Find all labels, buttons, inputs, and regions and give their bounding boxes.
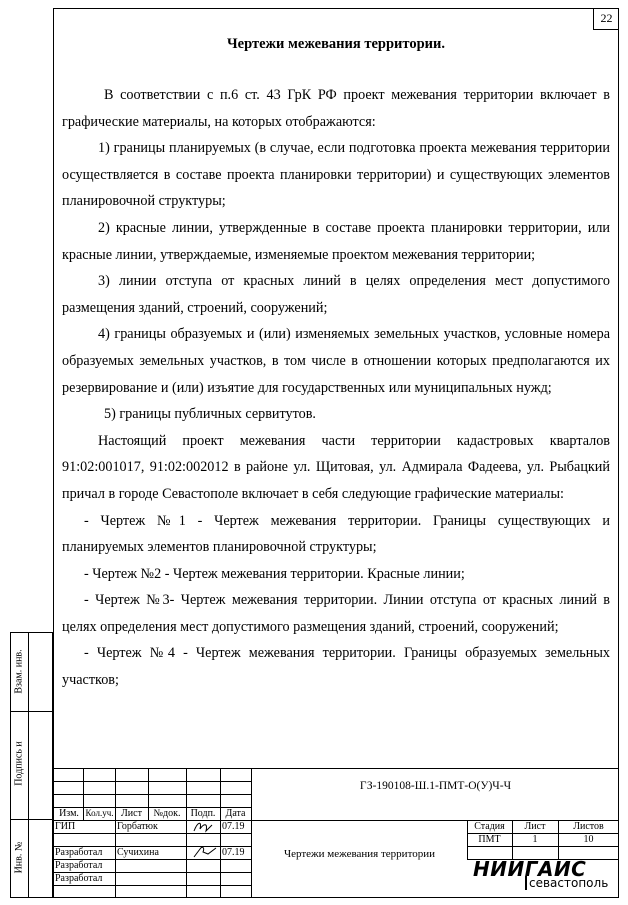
vzam-inv-label: Взам. инв. <box>13 649 25 694</box>
paragraph: Настоящий проект межевания части территории кадастровых кварталов 91:02:001017, 91:02:002012 в районе ул. Щитовая, ул. Адмирала Фадеева, ул. Рыбацкий причал в городе Севастополе включает в себя следующие графические материалы: <box>62 432 610 502</box>
paragraph: 4) границы образуемых и (или) изменяемых земельных участков, условные номера образуемых земельных участков, в том числе в отношении которых предполагаются их резервирование и (или) изъятие для государственных или муниципальных нужд; <box>62 326 610 396</box>
body-text <box>62 82 610 694</box>
header-podp: Подп. <box>190 808 216 819</box>
row-role: Разработал <box>55 847 103 858</box>
paragraph: 3) линии отступа от красных линий в целях определения мест допустимого размещения зданий, строений, сооружений; <box>62 273 610 316</box>
row-date: 07.19 <box>222 847 245 858</box>
row-role: Разработал <box>55 860 103 871</box>
company-logo: НИИГАИС севастополь <box>473 857 609 890</box>
paragraph: 5) границы публичных сервитутов. <box>104 406 316 423</box>
paragraph: - Чертеж №3- Чертеж межевания территории. Линии отступа от красных линий в целях определения мест допустимого размещения зданий, строений, сооружений; <box>62 592 610 635</box>
signature-icon <box>192 819 216 835</box>
header-ndok: №док. <box>153 808 181 819</box>
sheet-value: 1 <box>532 834 538 845</box>
paragraph: 2) красные линии, утвержденные в составе проекта планировки территории, или красные линии, утверждаемые, изменяемые проектом межевания территории; <box>62 219 610 263</box>
row-name: Сучихина <box>117 847 159 858</box>
header-list: Лист <box>121 808 142 819</box>
row-role: ГИП <box>55 821 76 832</box>
paragraph: - Чертеж №1 - Чертеж межевания территории. Границы существующих и планируемых элементов планировочной структуры; <box>62 512 610 556</box>
stage-header: Стадия <box>474 821 505 832</box>
row-date: 07.19 <box>222 821 245 832</box>
sheets-header: Листов <box>573 821 604 832</box>
sheets-value: 10 <box>583 834 594 845</box>
side-stamp <box>10 632 53 898</box>
paragraph: - Чертеж №4 - Чертеж межевания территории. Границы образуемых земельных участков; <box>62 645 610 689</box>
row-name: Горбатюк <box>117 821 158 832</box>
doc-code: ГЗ-190108-Ш.1-ПМТ-О(У)Ч-Ч <box>359 780 512 792</box>
header-koluch: Кол.уч. <box>85 808 114 818</box>
title-block <box>53 768 619 898</box>
sheet-header: Лист <box>524 821 546 832</box>
header-data: Дата <box>225 808 246 819</box>
signature-icon <box>192 844 218 860</box>
stage-value: ПМТ <box>478 834 501 845</box>
header-izm: Изм. <box>59 808 79 819</box>
podpis-label: Подпись и <box>13 741 25 786</box>
paragraph: В соответствии с п.6 ст. 43 ГрК РФ проект межевания территории включает в графические материалы, на которых отображаются: <box>62 87 610 130</box>
sheet-title: Чертежи межевания территории <box>283 848 436 860</box>
paragraph: 1) границы планируемых (в случае, если подготовка проекта межевания территории осуществляется в составе проекта планировки территории) и существующих элементов планировочной структуры; <box>62 140 610 210</box>
paragraph: - Чертеж №2 - Чертеж межевания территории. Красные линии; <box>84 565 465 582</box>
inv-label: Инв. № <box>13 841 25 874</box>
row-role: Разработал <box>55 873 103 884</box>
page-number: 22 <box>593 8 619 30</box>
page-title: Чертежи межевания территории. <box>227 36 445 52</box>
